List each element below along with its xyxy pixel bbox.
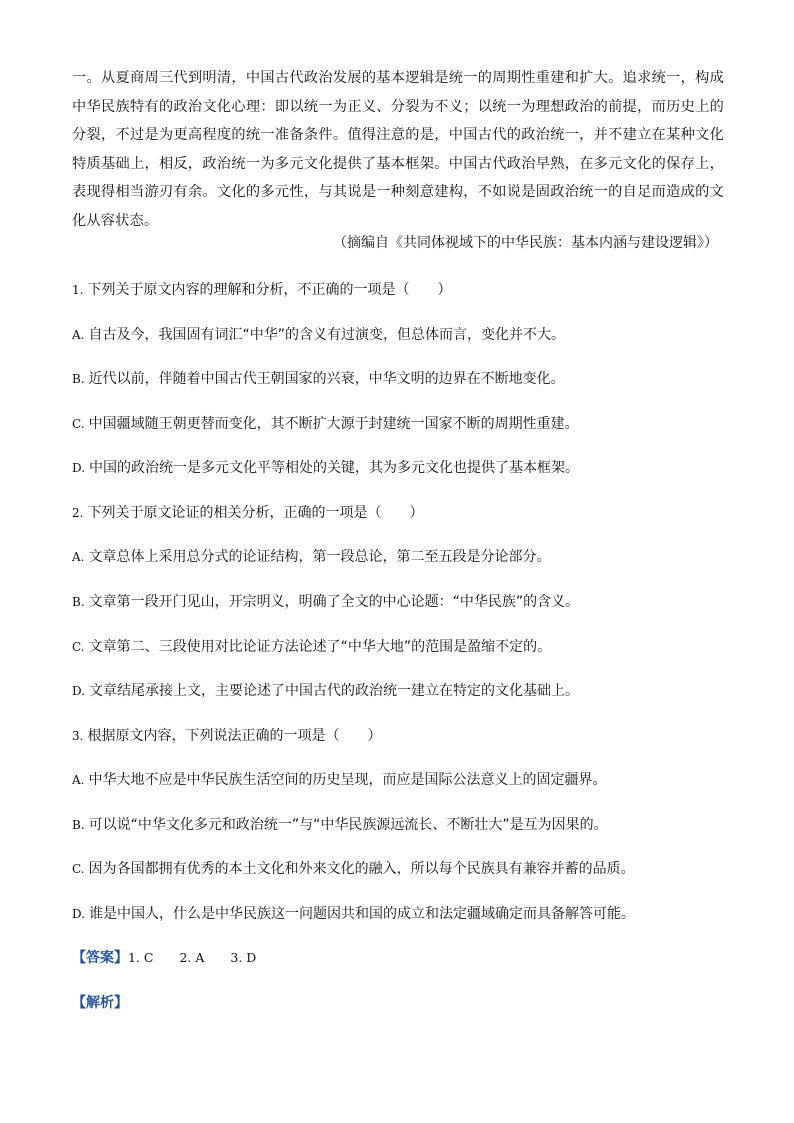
option-text: 因为各国都拥有优秀的本土文化和外来文化的融入，所以每个民族具有兼容并蓄的品质。 — [88, 861, 635, 877]
question-text: 根据原文内容，下列说法正确的一项是（ ） — [87, 728, 382, 744]
question-text: 下列关于原文论证的相关分析，正确的一项是（ ） — [87, 505, 424, 521]
answer-item: 3. D — [230, 950, 257, 965]
option-text: 中国的政治统一是多元文化平等相处的关键，其为多元文化也提供了基本框架。 — [89, 460, 580, 476]
option-letter: D. — [72, 907, 86, 921]
option-letter: D. — [72, 684, 86, 698]
option-letter: A. — [72, 773, 85, 787]
option-letter: C. — [72, 640, 85, 654]
option-letter: C. — [72, 417, 85, 431]
answer-item: 1. C — [128, 950, 154, 965]
answer-line — [72, 946, 732, 970]
question-1-stem — [72, 278, 732, 302]
question-number: 3. — [72, 729, 84, 743]
question-1-option-c — [72, 412, 732, 436]
question-2-option-b — [72, 590, 732, 614]
question-3-option-b — [72, 813, 732, 837]
question-1-option-a — [72, 323, 732, 347]
question-3-option-c — [72, 857, 732, 881]
option-text: 文章总体上采用总分式的论证结构，第一段总论，第二至五段是分论部分。 — [88, 549, 551, 565]
passage-paragraph: 一。从夏商周三代到明清，中国古代政治发展的基本逻辑是统一的周期性重建和扩大。追求统一，构成中华民族特有的政治文化心理：即以统一为正义、分裂为不义；以统一为理想政治的前提，而历史上的分裂，不过是为更高程度的统一准备条件。值得注意的是，中国古代的政治统一，并不建立在某种文化特质基础上，相反，政治统一为多元文化提供了基本框架。中国古代政治早熟，在多元文化的保存上，表现得相当游刃有余。文化的多元性，与其说是一种刻意建构，不如说是固政治统一的自足而造成的文化从容状态。 — [72, 70, 724, 229]
option-text: 中华大地不应是中华民族生活空间的历史呈现，而应是国际公法意义上的固定疆界。 — [88, 772, 607, 788]
question-number: 2. — [72, 506, 84, 520]
analysis-tag: 【解析】 — [72, 995, 128, 1011]
passage-source: （摘编自《共同体视域下的中华民族：基本内涵与建设逻辑》） — [333, 235, 718, 251]
question-3-stem — [72, 724, 732, 748]
question-3-option-d — [72, 902, 732, 926]
question-1-option-d — [72, 456, 732, 480]
option-letter: B. — [72, 818, 85, 832]
option-letter: D. — [72, 461, 86, 475]
question-text: 下列关于原文内容的理解和分析，不正确的一项是（ ） — [87, 282, 452, 298]
option-letter: B. — [72, 595, 85, 609]
option-text: 谁是中国人，什么是中华民族这一问题因共和国的成立和法定疆域确定而具备解答可能。 — [89, 906, 636, 922]
option-text: 近代以前，伴随着中国古代王朝国家的兴衰，中华文明的边界在不断地变化。 — [88, 371, 565, 387]
question-2-option-c — [72, 635, 732, 659]
option-letter: A. — [72, 550, 85, 564]
question-2-option-a — [72, 545, 732, 569]
question-number: 1. — [72, 283, 84, 297]
analysis-line — [72, 991, 732, 1015]
answer-tag: 【答案】 — [72, 950, 128, 966]
question-2-stem — [72, 501, 732, 525]
option-text: 中国疆域随王朝更替而变化，其不断扩大源于封建统一国家不断的周期性重建。 — [88, 416, 579, 432]
question-3-option-a — [72, 768, 732, 792]
option-text: 可以说“中华文化多元和政治统一”与“中华民族源远流长、不断壮大”是互为因果的。 — [88, 817, 608, 833]
question-1-option-b — [72, 367, 732, 391]
option-letter: C. — [72, 862, 85, 876]
option-letter: A. — [72, 328, 85, 342]
option-text: 文章第二、三段使用对比论证方法论述了“中华大地”的范围是盈缩不定的。 — [88, 639, 552, 655]
option-text: 文章第一段开门见山，开宗明义，明确了全文的中心论题：“中华民族”的含义。 — [88, 594, 580, 610]
option-letter: B. — [72, 372, 85, 386]
answer-item: 2. A — [179, 950, 205, 965]
option-text: 文章结尾承接上文，主要论述了中国古代的政治统一建立在特定的文化基础上。 — [89, 683, 580, 699]
question-2-option-d — [72, 679, 732, 703]
answer-values — [128, 950, 282, 965]
option-text: 自古及今，我国固有词汇“中华”的含义有过演变，但总体而言，变化并不大。 — [88, 327, 565, 343]
